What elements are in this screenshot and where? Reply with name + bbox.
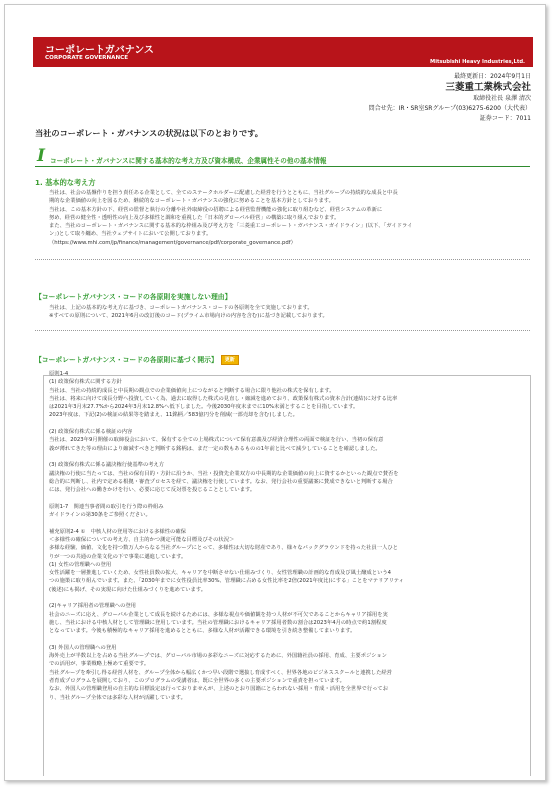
header-band	[33, 37, 533, 67]
text-line	[49, 710, 523, 718]
text-line	[49, 420, 523, 428]
text-line: (後述)にも掲げ、その実現に向けた仕組みづくりを進めています。	[49, 586, 207, 593]
basic-policy-text	[49, 189, 527, 247]
company-name-en: Mitsubishi Heavy Industries,Ltd.	[430, 59, 525, 65]
text-line: は2021年3月末27.7%から2024年3月末12.8%へ低下しました。今後2030年度末までに10%未満とすることを目指しています。	[49, 404, 359, 411]
securities-code: 証券コード：7011	[479, 115, 531, 122]
text-line: 義が薄れてきた等の理由により縮減すべきと判断する銘柄は、まだ一定の数もあるものの1年前と比べて減少していることを確認しました。	[49, 445, 381, 452]
text-line: (1) 政策保有株式に関する方針	[49, 379, 122, 386]
text-line: 原則1-4	[49, 371, 69, 377]
contact-info: 問合せ先：IR・SR室SRグループ(03)6275-6200（大代表）	[368, 105, 531, 112]
document-subtitle: CORPORATE GOVERNANCE	[45, 55, 129, 61]
disclosure-heading-text: 【コーポレートガバナンス・コードの各原則に基づく開示】	[35, 356, 218, 364]
text-line: 女性活躍を一層推進していくため、女性社員数の拡大、キャリアを中断させない仕組みづくり、女性管理職の計画的な育成及び風土醸成という4	[49, 570, 392, 577]
text-line: での活用が、事業戦略上極めて重要です。	[49, 661, 150, 668]
text-line: り、当社グループ全体では多彩な人材が活躍しています。	[49, 694, 186, 701]
text-line: 者育成プログラムを展開しており、このプログラムの受講者は、既に全世界の多くの主要ポジションで重責を担っています。	[49, 677, 345, 684]
text-line: 2023年度は、下記(2)の検証の結果等を踏まえ、11銘柄／583億円分を削減(一部売却を含む)しました。	[49, 412, 298, 419]
text-line: 期的な企業価値の向上を図るため、継続的なコーポレート・ガバナンスの強化に努めることを基本方針としております。	[49, 198, 334, 205]
not-implemented-heading: 【コーポレートガバナンス・コードの各原則を実施しない理由】	[35, 293, 232, 301]
not-implemented-text	[49, 304, 527, 321]
company-name-jp: 三菱重工業株式会社	[445, 82, 531, 93]
text-line: なお、外国人の管理職登用の自主的な目標設定は行っておりませんが、上述のとおり国籍にとらわれない採用・育成・活用を全世界で行ってお	[49, 686, 389, 693]
text-line: 当社は、上記の基本的な考え方に基づき、コーポレートガバナンス・コードの各原則を全て実施しております。	[49, 305, 313, 311]
text-line	[49, 494, 523, 502]
text-line: つの施策に取り組んでいます。また、「2030年までに女性役員比率30%、管理職に占める女性比率を2倍(2021年度比)にする」ことをマテリアリティ	[49, 578, 404, 585]
lead-sentence: 当社のコーポレート・ガバナンスの状況は以下のとおりです。	[35, 128, 263, 138]
text-line: 当社は、この基本方針の下、経営の監督と執行の分離や社外取締役の招聘による経営監督機能の強化に取り組むなど、経営システムの革新に	[49, 206, 383, 213]
text-line	[49, 519, 523, 527]
text-line: ン」)として取り纏め、当社ウェブサイトにおいて公開しております。	[49, 231, 212, 238]
text-line: 海外売上が半数以上を占める当社グループでは、グローバル市場の多彩なニーズに対応するために、外国籍社員の採用、育成、主要ポジション	[49, 653, 387, 660]
text-line: ガイドラインの第30条をご参照ください。	[49, 512, 151, 519]
text-line: となっています。今後も積極的なキャリア採用を進めるとともに、多様な人材が活躍できる環境を引き続き整備してまいります。	[49, 628, 356, 635]
representative: 取締役社長 泉澤 清次	[473, 95, 531, 102]
text-line: 当社は、2023年9月開催の取締役会において、保有する全ての上場株式について保有意義及び経済合理性の両面で検証を行い、当初の保有意	[49, 437, 384, 444]
text-line: また、当社のコーポレート・ガバナンスに関する基本的な枠組み及び考え方を「三菱重工コーポレート・ガバナンス・ガイドライン」(以下、「ガイドライ	[49, 223, 413, 230]
text-line: (3) 外国人の管理職への登用	[49, 644, 117, 651]
text-line: (3) 政策保有株式に係る議決権行使基準の考え方	[49, 462, 165, 469]
text-line	[49, 453, 523, 461]
text-line	[49, 702, 523, 710]
text-line: 当社は、将来に向けて成長分野へ投資していく為、過去に取得した株式の見直し・縮減を進めており、政策保有株式の資本合計(連結)に対する比率	[49, 395, 398, 402]
text-line: (1) 女性の管理職への登用	[49, 561, 112, 568]
text-line	[49, 727, 523, 735]
text-line	[49, 594, 523, 602]
text-line: 補充原則2-4 ① 中核人材の登用等における多様性の確保	[49, 528, 186, 535]
text-line: 努め、経営の健全性・透明性の向上及び多様性と調和を重視した「日本的グローバル経営」の構築に取り組んでおります。	[49, 214, 340, 221]
text-line: 当社グループを牽引し得る経営人材を、グループ全体から幅広くかつ早い段階で選抜し育成すべく、世界各地のビジネススクールと連携した経営	[49, 669, 392, 676]
text-line: には、発行会社への働きかけを行い、必要に応じて反対票を投じることとしています。	[49, 487, 256, 494]
section-heading	[35, 146, 530, 167]
document-page	[4, 4, 546, 781]
text-line: 施し、当社における中核人材として管理職に登用しています。当社の管理職におけるキャリア採用者数の割合は2023年4月の時点で約1割程度	[49, 619, 387, 626]
text-line: ＜多様性の確保についての考え方、自主的かつ測定可能な目標及びその状況＞	[49, 536, 235, 543]
text-line: 総合的に判断し、社内で定める根拠・審査プロセスを経て、議決権を行使しています。なお、発行会社の重要議案に賛成できないと判断する場合	[49, 478, 393, 485]
text-line: (2) 政策保有株式に係る検証の内容	[49, 429, 133, 436]
text-line	[49, 636, 523, 644]
text-line: 多様な経験、価値、文化を持つ数万人からなる当社グループにとって、多様性は大切な財産であり、様々なバックグラウンドを持った社員一人ひと	[49, 545, 398, 552]
text-line: 議決権の行使に当たっては、当社の保有目的・方針に沿うか、当社・投資先企業双方の中長期的な企業価値の向上に資するかといった観点で賛否を	[49, 470, 399, 477]
text-line: 当社は、当社の持続的成長と中長期の観点での企業価値向上につながると判断する場合に限り他社の株式を保有します。	[49, 387, 335, 394]
text-line: りが一つの共通の企業文化の下で事業に邁進しています。	[49, 553, 187, 560]
text-line: 当社は、社会の基盤作りを担う責任ある企業として、全てのステークホルダーに配慮した経営を行うとともに、当社グループの持続的な成長と中長	[49, 190, 398, 196]
updated-tag: 更新	[221, 355, 239, 365]
text-line: （https://www.mhi.com/jp/finance/management/governance/pdf/corporate_governance.pdf）	[49, 239, 296, 246]
document-title: コーポレートガバナンス	[45, 45, 154, 56]
disclosure-heading	[35, 354, 239, 365]
text-line: (2)キャリア採用者の管理職への登用	[49, 603, 136, 610]
text-line	[49, 718, 523, 726]
text-line: 社会のニーズに応え、グローバル企業として成長を続けるためには、多様な視点や価値観を持つ人材が不可欠であることからキャリア採用を実	[49, 611, 388, 618]
divider	[35, 330, 530, 331]
last-updated: 最終更新日：2024年9月1日	[454, 73, 531, 80]
section-title: コーポレート・ガバナンスに関する基本的な考え方及び資本構成、企業属性その他の基本情報	[50, 157, 327, 165]
divider	[35, 259, 530, 260]
section-number: I	[37, 146, 45, 166]
subsection-heading: 1. 基本的な考え方	[35, 178, 96, 187]
text-line: 原則1-7 関連当事者間の取引を行う際の枠組み	[49, 503, 164, 510]
disclosure-text	[49, 370, 523, 743]
text-line: ※すべての原則について、2021年6月の改訂後のコード(プライム市場向けの内容を含む)に基づき記載しております。	[49, 313, 328, 320]
text-line	[49, 735, 523, 743]
